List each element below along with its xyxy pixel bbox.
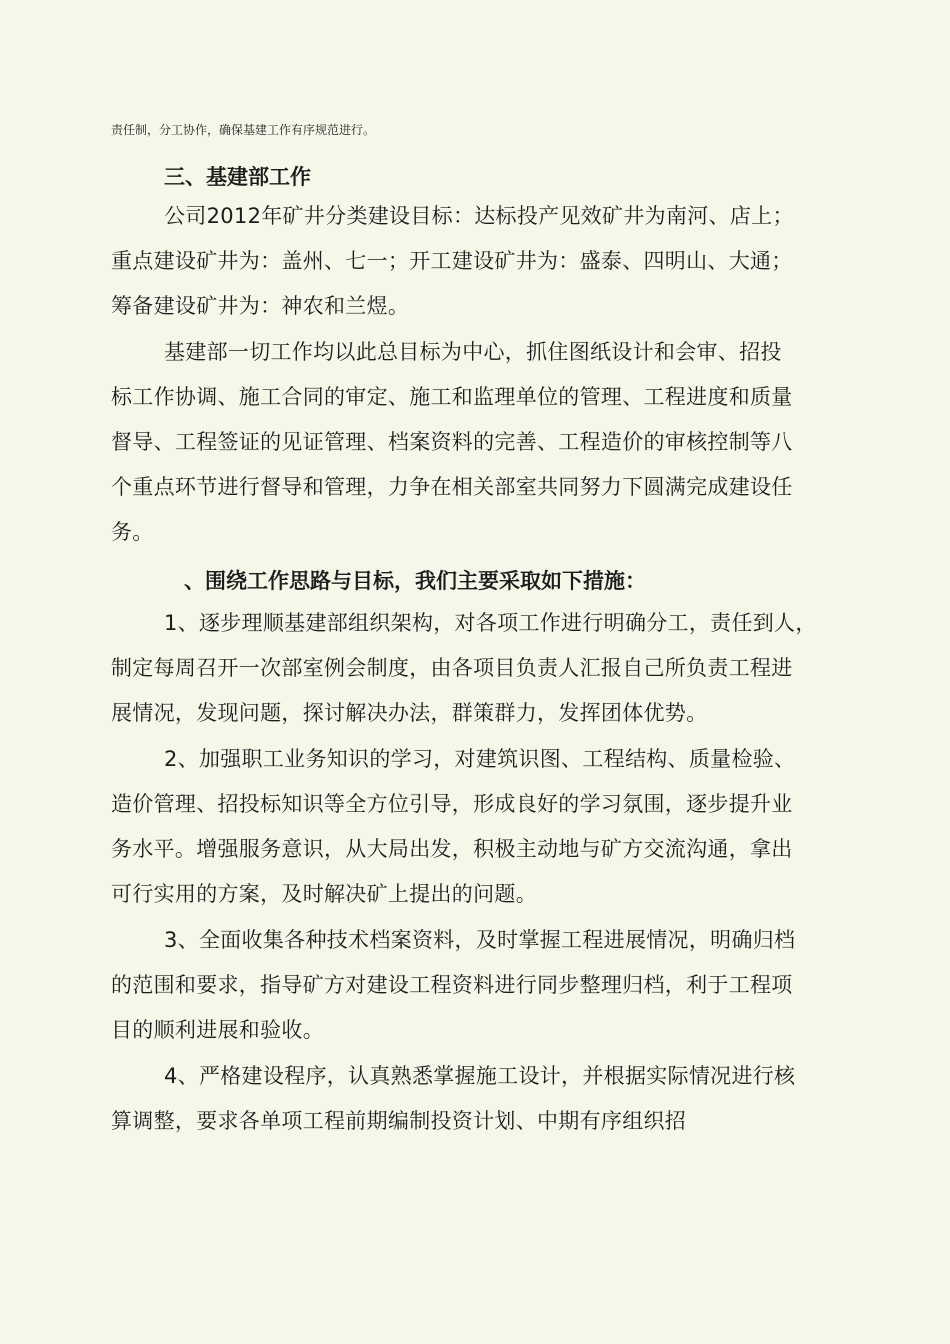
paragraph-line: 务水平。增强服务意识，从大局出发，积极主动地与矿方交流沟通，拿出 (111, 837, 793, 861)
paragraph-line: 造价管理、招投标知识等全方位引导，形成良好的学习氛围，逐步提升业 (111, 792, 793, 816)
paragraph-line: 4、严格建设程序，认真熟悉掌握施工设计，并根据实际情况进行核 (164, 1064, 796, 1088)
top-fragment-text: 责任制，分工协作，确保基建工作有序规范进行。 (111, 123, 376, 137)
measure-3-paragraph (111, 918, 795, 1053)
section-heading: 三、基建部工作 (164, 165, 311, 189)
measure-1-paragraph (111, 601, 817, 736)
paragraph-line: 展情况，发现问题，探讨解决办法，群策群力，发挥团体优势。 (111, 701, 708, 725)
paragraph-line: 算调整，要求各单项工程前期编制投资计划、中期有序组织招 (111, 1109, 687, 1133)
focus-paragraph (111, 330, 793, 555)
paragraph-line: 目的顺利进展和验收。 (111, 1018, 324, 1042)
paragraph-line: 2、加强职工业务知识的学习，对建筑识图、工程结构、质量检验、 (164, 747, 796, 771)
measures-heading: 、围绕工作思路与目标，我们主要采取如下措施： (184, 569, 646, 593)
paragraph-line: 务。 (111, 520, 154, 544)
paragraph-line: 个重点环节进行督导和管理，力争在相关部室共同努力下圆满完成建设任 (111, 475, 793, 499)
measure-2-paragraph (111, 737, 795, 917)
paragraph-line: 标工作协调、施工合同的审定、施工和监理单位的管理、工程进度和质量 (111, 385, 793, 409)
paragraph-line: 的范围和要求，指导矿方对建设工程资料进行同步整理归档，利于工程项 (111, 973, 793, 997)
paragraph-line: 1、逐步理顺基建部组织架构，对各项工作进行明确分工，责任到人， (164, 611, 817, 635)
paragraph-line: 可行实用的方案，及时解决矿上提出的问题。 (111, 882, 537, 906)
paragraph-line: 重点建设矿井为：盖州、七一；开工建设矿井为：盛泰、四明山、大通； (111, 249, 793, 273)
paragraph-line: 制定每周召开一次部室例会制度，由各项目负责人汇报自己所负责工程进 (111, 656, 793, 680)
paragraph-line: 基建部一切工作均以此总目标为中心，抓住图纸设计和会审、招投 (164, 340, 782, 364)
paragraph-line: 3、全面收集各种技术档案资料，及时掌握工程进展情况，明确归档 (164, 928, 796, 952)
measure-4-paragraph (111, 1054, 795, 1144)
paragraph-line: 公司2012年矿井分类建设目标：达标投产见效矿井为南河、店上； (164, 204, 794, 228)
goal-paragraph (111, 194, 794, 329)
paragraph-line: 督导、工程签证的见证管理、档案资料的完善、工程造价的审核控制等八 (111, 430, 793, 454)
paragraph-line: 筹备建设矿井为：神农和兰煜。 (111, 294, 410, 318)
